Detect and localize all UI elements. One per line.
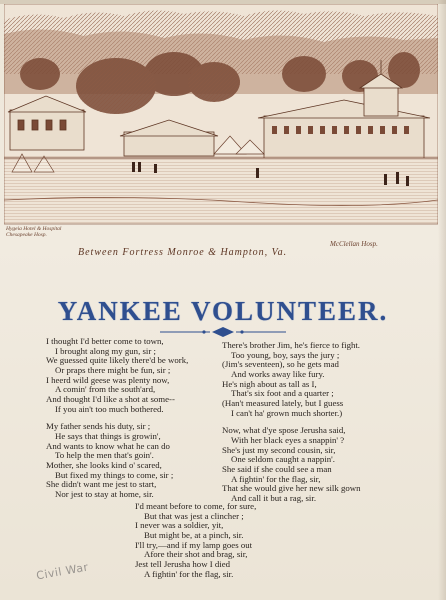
- caption-left: [6, 226, 61, 238]
- poem-line: Jest tell Jerusha how I died: [135, 558, 231, 569]
- poem-line: Afore their shot and brag, sir,: [144, 549, 248, 560]
- poem-line: He's nigh about as tall as I,: [222, 378, 317, 389]
- stanza: [222, 426, 422, 503]
- stanza: [46, 337, 236, 414]
- poem-line: I thought I'd better come to town,: [46, 336, 164, 346]
- poem-line: My father sends his duty, sir ;: [46, 421, 151, 432]
- poem-line: To help the men that's goin'.: [55, 450, 154, 461]
- poem-line: A comin' from the south'ard,: [55, 384, 156, 395]
- poem-line: A fightin' for the flag, sir,: [231, 473, 321, 484]
- poem-line: And call it but a rag, sir.: [231, 492, 317, 503]
- poem-line: I never was a soldier, yit,: [135, 520, 224, 531]
- hospital-engraving: [4, 4, 438, 260]
- poem-center-column: [135, 502, 315, 587]
- poem-line: One seldom caught a nappin'.: [231, 454, 335, 465]
- poem-line: If you ain't too much bothered.: [55, 403, 164, 414]
- poem-line: She didn't want me jest to start,: [46, 479, 157, 490]
- poem-line: Mother, she looks kind o' scared,: [46, 459, 162, 470]
- poem-line: I'll try,—and if my lamp goes out: [135, 539, 253, 550]
- poem-line: He says that things is growin',: [55, 430, 161, 441]
- poem-line: (Jim's seventeen), so he gets mad: [222, 359, 339, 370]
- poem-line: But fixed my things to come, sir ;: [55, 469, 174, 480]
- poem-line: That's six foot and a quarter ;: [231, 388, 334, 399]
- paper-fold-shadow: [438, 0, 446, 600]
- poem-line: She's just my second cousin, sir,: [222, 444, 336, 455]
- poem-line: There's brother Jim, he's fierce to fight.: [222, 340, 361, 350]
- poem-line: We guessed quite likely there'd be work,: [46, 355, 189, 366]
- engraving-drawing: [4, 4, 438, 260]
- poem-line: And thought I'd like a shot at some--: [46, 393, 175, 404]
- poem-line: And works away like fury.: [231, 368, 325, 379]
- poem-line: Too young, boy, says the jury ;: [231, 349, 340, 360]
- poem-line: And wants to know what he can do: [46, 440, 170, 451]
- poem-line: That she would give her new silk gown: [222, 483, 361, 494]
- poem-line: I can't ha' grown much shorter.): [231, 407, 343, 418]
- poem-right-column: [222, 341, 422, 512]
- poem-line: A fightin' for the flag, sir.: [144, 568, 234, 579]
- song-title: YANKEE VOLUNTEER.: [57, 296, 389, 326]
- poem-line: (Han't measured lately, but I guess: [222, 397, 344, 408]
- poem-line: But that was jest a clincher ;: [144, 510, 244, 521]
- stanza: [222, 341, 422, 418]
- stanza: [135, 502, 315, 579]
- poem-left-column: [46, 337, 236, 508]
- caption-main: Between Fortress Monroe & Hampton, Va.: [78, 247, 288, 258]
- caption-right: McClellan Hosp.: [330, 240, 378, 248]
- handwritten-note: Civil War: [35, 560, 90, 583]
- poem-line: Or praps there might be fun, sir ;: [55, 364, 171, 375]
- poem-line: But might be, at a pinch, sir.: [144, 529, 244, 540]
- poem-line: Now, what d'ye spose Jerusha said,: [222, 425, 346, 436]
- poem-line: I brought along my gun, sir ;: [55, 345, 156, 356]
- poem-line: She said if she could see a man: [222, 463, 332, 474]
- poem-line: With her black eyes a snappin' ?: [231, 434, 345, 445]
- poem-line: I heerd wild geese was plenty now,: [46, 374, 170, 385]
- poem-line: Nor jest to stay at home, sir.: [55, 488, 154, 499]
- caption-left-line-2: Chesapeake Hosp.: [6, 232, 47, 238]
- caption-left-line-1: Hygeia Hotel & Hospital: [6, 226, 62, 232]
- stanza: [46, 422, 236, 499]
- poem-line: I'd meant before to come, for sure,: [135, 501, 257, 511]
